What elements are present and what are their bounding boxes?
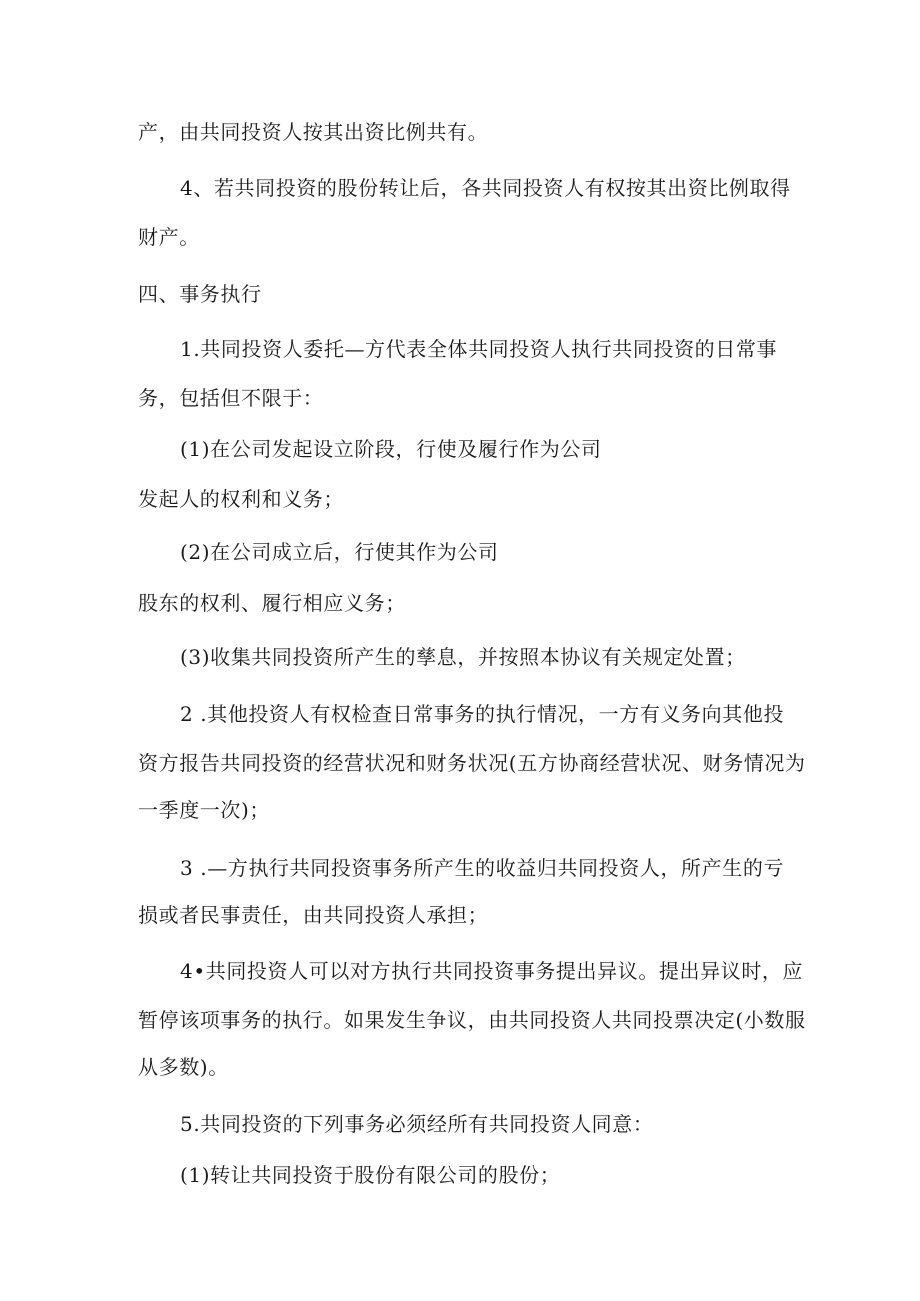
section-heading: 四、事务执行 bbox=[138, 282, 262, 306]
paragraph-line: 务，包括但不限于： bbox=[138, 386, 324, 410]
list-item-line: (2)在公司成立后，行使其作为公司 bbox=[180, 540, 499, 564]
paragraph-line: 损或者民事责任，由共同投资人承担； bbox=[138, 903, 489, 927]
paragraph-line: 1.共同投资人委托—方代表全体共同投资人执行共同投资的日常事 bbox=[180, 337, 778, 361]
paragraph-line: 3 .—方执行共同投资事务所产生的收益归共同投资人，所产生的亏 bbox=[180, 856, 785, 880]
list-item-line: (1)在公司发起设立阶段，行使及履行作为公司 bbox=[180, 437, 602, 461]
list-item-line: 股东的权利、履行相应义务； bbox=[138, 591, 406, 615]
paragraph-line: 暂停该项事务的执行。如果发生争议，由共同投资人共同投票决定(小数服 bbox=[138, 1008, 806, 1032]
paragraph-line: 财产。 bbox=[138, 225, 200, 249]
paragraph-line: 资方报告共同投资的经营状况和财务状况(五方协商经营状况、财务情况为 bbox=[138, 751, 806, 775]
list-item-line: (1)转让共同投资于股份有限公司的股份； bbox=[180, 1163, 561, 1187]
paragraph-line: 一季度一次)； bbox=[138, 798, 271, 822]
paragraph-line: 4、若共同投资的股份转让后，各共同投资人有权按其出资比例取得 bbox=[180, 176, 791, 200]
paragraph-line: 5.共同投资的下列事务必须经所有共同投资人同意： bbox=[180, 1112, 654, 1136]
paragraph-line: 从多数)。 bbox=[138, 1055, 229, 1079]
list-item-line: (3)收集共同投资所产生的孳息，并按照本协议有关规定处置； bbox=[180, 645, 746, 669]
paragraph-line: 2 .其他投资人有权检查日常事务的执行情况，一方有义务向其他投 bbox=[180, 702, 785, 726]
paragraph-line: 4•共同投资人可以对方执行共同投资事务提出异议。提出异议时，应 bbox=[180, 959, 804, 983]
list-item-line: 发起人的权利和义务； bbox=[138, 487, 344, 511]
paragraph-line: 产，由共同投资人按其出资比例共有。 bbox=[138, 120, 489, 144]
